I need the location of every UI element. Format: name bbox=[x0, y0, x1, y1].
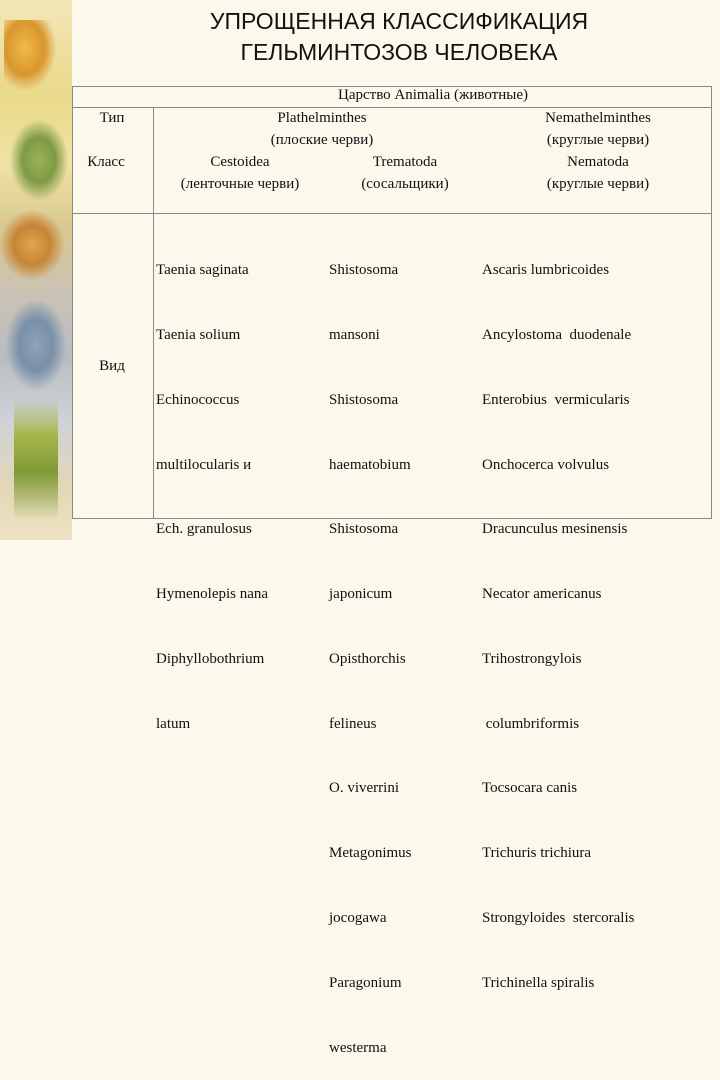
leaf-decoration bbox=[4, 20, 56, 90]
species-item: Hymenolepis nana bbox=[156, 586, 269, 603]
species-item: columbriformis bbox=[482, 715, 580, 732]
species-item: Necator americanus bbox=[482, 586, 602, 603]
class-trematoda-latin: Trematoda bbox=[372, 154, 438, 170]
species-item: Diphyllobothrium bbox=[156, 650, 265, 667]
species-item: Strongyloides stercoralis bbox=[482, 910, 635, 926]
species-item: Trichuris trichiura bbox=[482, 845, 592, 862]
class-nematoda-russian: (круглые черви) bbox=[546, 176, 650, 192]
species-item: Ascaris lumbricoides bbox=[482, 262, 610, 279]
species-item: O. viverrini bbox=[329, 780, 399, 797]
species-item: Dracunculus mesinensis bbox=[482, 521, 628, 538]
species-item: mansoni bbox=[329, 326, 380, 343]
species-item: Ech. granulosus bbox=[156, 521, 252, 538]
species-item: Onchocerca volvulus bbox=[482, 456, 610, 473]
species-item: jocogawa bbox=[329, 910, 387, 926]
leaf-decoration bbox=[0, 210, 64, 280]
species-item: Enterobius vermicularis bbox=[482, 391, 630, 408]
species-item: Metagonimus bbox=[329, 845, 412, 862]
kingdom-header: Царство Animalia (животные) bbox=[338, 87, 528, 103]
species-item: Shistosoma bbox=[329, 262, 399, 279]
species-item: westerma bbox=[329, 1039, 387, 1056]
row-label-species: Вид bbox=[99, 358, 125, 374]
species-item: haematobium bbox=[329, 456, 411, 473]
species-item: Ancylostoma duodenale bbox=[482, 326, 632, 343]
species-item: felineus bbox=[329, 715, 377, 732]
species-item: Tocsocara canis bbox=[482, 780, 578, 797]
species-item: Taenia solium bbox=[156, 326, 241, 343]
page-title bbox=[84, 6, 714, 68]
class-trematoda-russian: (сосальщики) bbox=[361, 176, 449, 192]
decorative-sidebar bbox=[0, 0, 72, 540]
species-item: latum bbox=[156, 715, 191, 732]
stone-decoration bbox=[6, 300, 66, 390]
species-item: japonicum bbox=[329, 586, 393, 603]
row-label-type: Тип bbox=[99, 110, 125, 126]
title-line-1: УПРОЩЕННАЯ КЛАССИФИКАЦИЯ bbox=[209, 8, 589, 34]
type-nemathelminthes-latin: Nemathelminthes bbox=[545, 110, 651, 126]
class-cestoidea-latin: Cestoidea bbox=[210, 154, 270, 170]
species-list-trematoda bbox=[329, 217, 412, 1080]
type-platyhelminthes-russian: (плоские черви) bbox=[270, 132, 374, 148]
species-item: Echinococcus bbox=[156, 391, 240, 408]
table-row-divider bbox=[72, 213, 712, 214]
class-nematoda-latin: Nematoda bbox=[567, 154, 629, 170]
type-nemathelminthes-russian: (круглые черви) bbox=[546, 132, 650, 148]
species-item: Shistosoma bbox=[329, 521, 399, 538]
species-item: multilocularis и bbox=[156, 456, 252, 473]
species-list-cestoidea bbox=[156, 217, 268, 757]
species-list-nematoda bbox=[482, 217, 634, 1016]
species-item: Trichinella spiralis bbox=[482, 974, 595, 991]
grass-decoration bbox=[14, 400, 58, 520]
type-platyhelminthes-latin: Plathelminthes bbox=[277, 110, 367, 126]
species-item: Trihostrongylois bbox=[482, 650, 582, 667]
table-column-divider bbox=[153, 107, 154, 519]
class-cestoidea-russian: (ленточные черви) bbox=[180, 176, 300, 192]
species-item: Paragonium bbox=[329, 974, 402, 991]
row-label-class: Класс bbox=[87, 154, 125, 170]
species-item: Shistosoma bbox=[329, 391, 399, 408]
species-item: Opisthorchis bbox=[329, 650, 406, 667]
species-item: Taenia saginata bbox=[156, 262, 249, 279]
title-line-2: ГЕЛЬМИНТОЗОВ ЧЕЛОВЕКА bbox=[240, 39, 558, 65]
